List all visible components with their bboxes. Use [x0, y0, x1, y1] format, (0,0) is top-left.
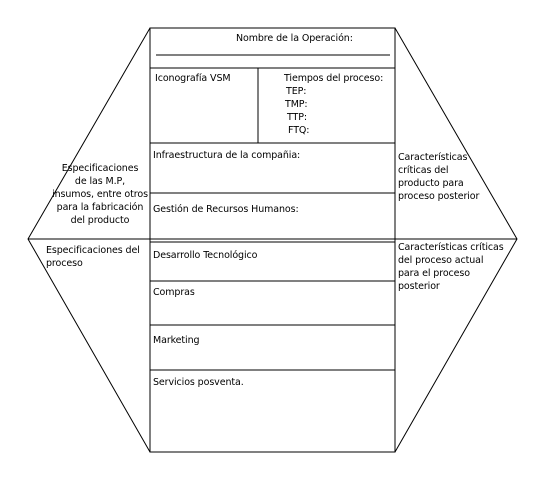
vsm-iconography-label: Iconografía VSM: [155, 73, 231, 84]
right-lower-process-characteristics: Características críticas del proceso actual para el proceso posterior: [398, 242, 504, 292]
left-upper-specifications: Especificaciones de las M.P, insumos, entre otros para la fabricación del producto: [52, 163, 148, 226]
section-infraestructura: Infraestructura de la compañia:: [153, 150, 301, 161]
process-time-ftq: FTQ:: [288, 125, 310, 136]
hexagon-outline: [28, 28, 517, 452]
section-compras: Compras: [153, 287, 195, 298]
section-marketing: Marketing: [153, 335, 200, 346]
section-servicios-posventa: Servicios posventa.: [153, 377, 244, 388]
process-time-tmp: TMP:: [285, 99, 308, 110]
operation-name-label: Nombre de la Operación:: [236, 33, 353, 44]
process-time-ttp: TTP:: [287, 112, 307, 123]
process-times-title: Tiempos del proceso:: [284, 73, 384, 84]
right-upper-product-characteristics: Características críticas del producto para proceso posterior: [398, 152, 480, 202]
section-desarrollo-tecnologico: Desarrollo Tecnológico: [153, 250, 258, 261]
process-time-tep: TEP:: [286, 86, 307, 97]
section-recursos-humanos: Gestión de Recursos Humanos:: [153, 204, 299, 215]
left-lower-process-specifications: Especificaciones del proceso: [46, 245, 140, 269]
